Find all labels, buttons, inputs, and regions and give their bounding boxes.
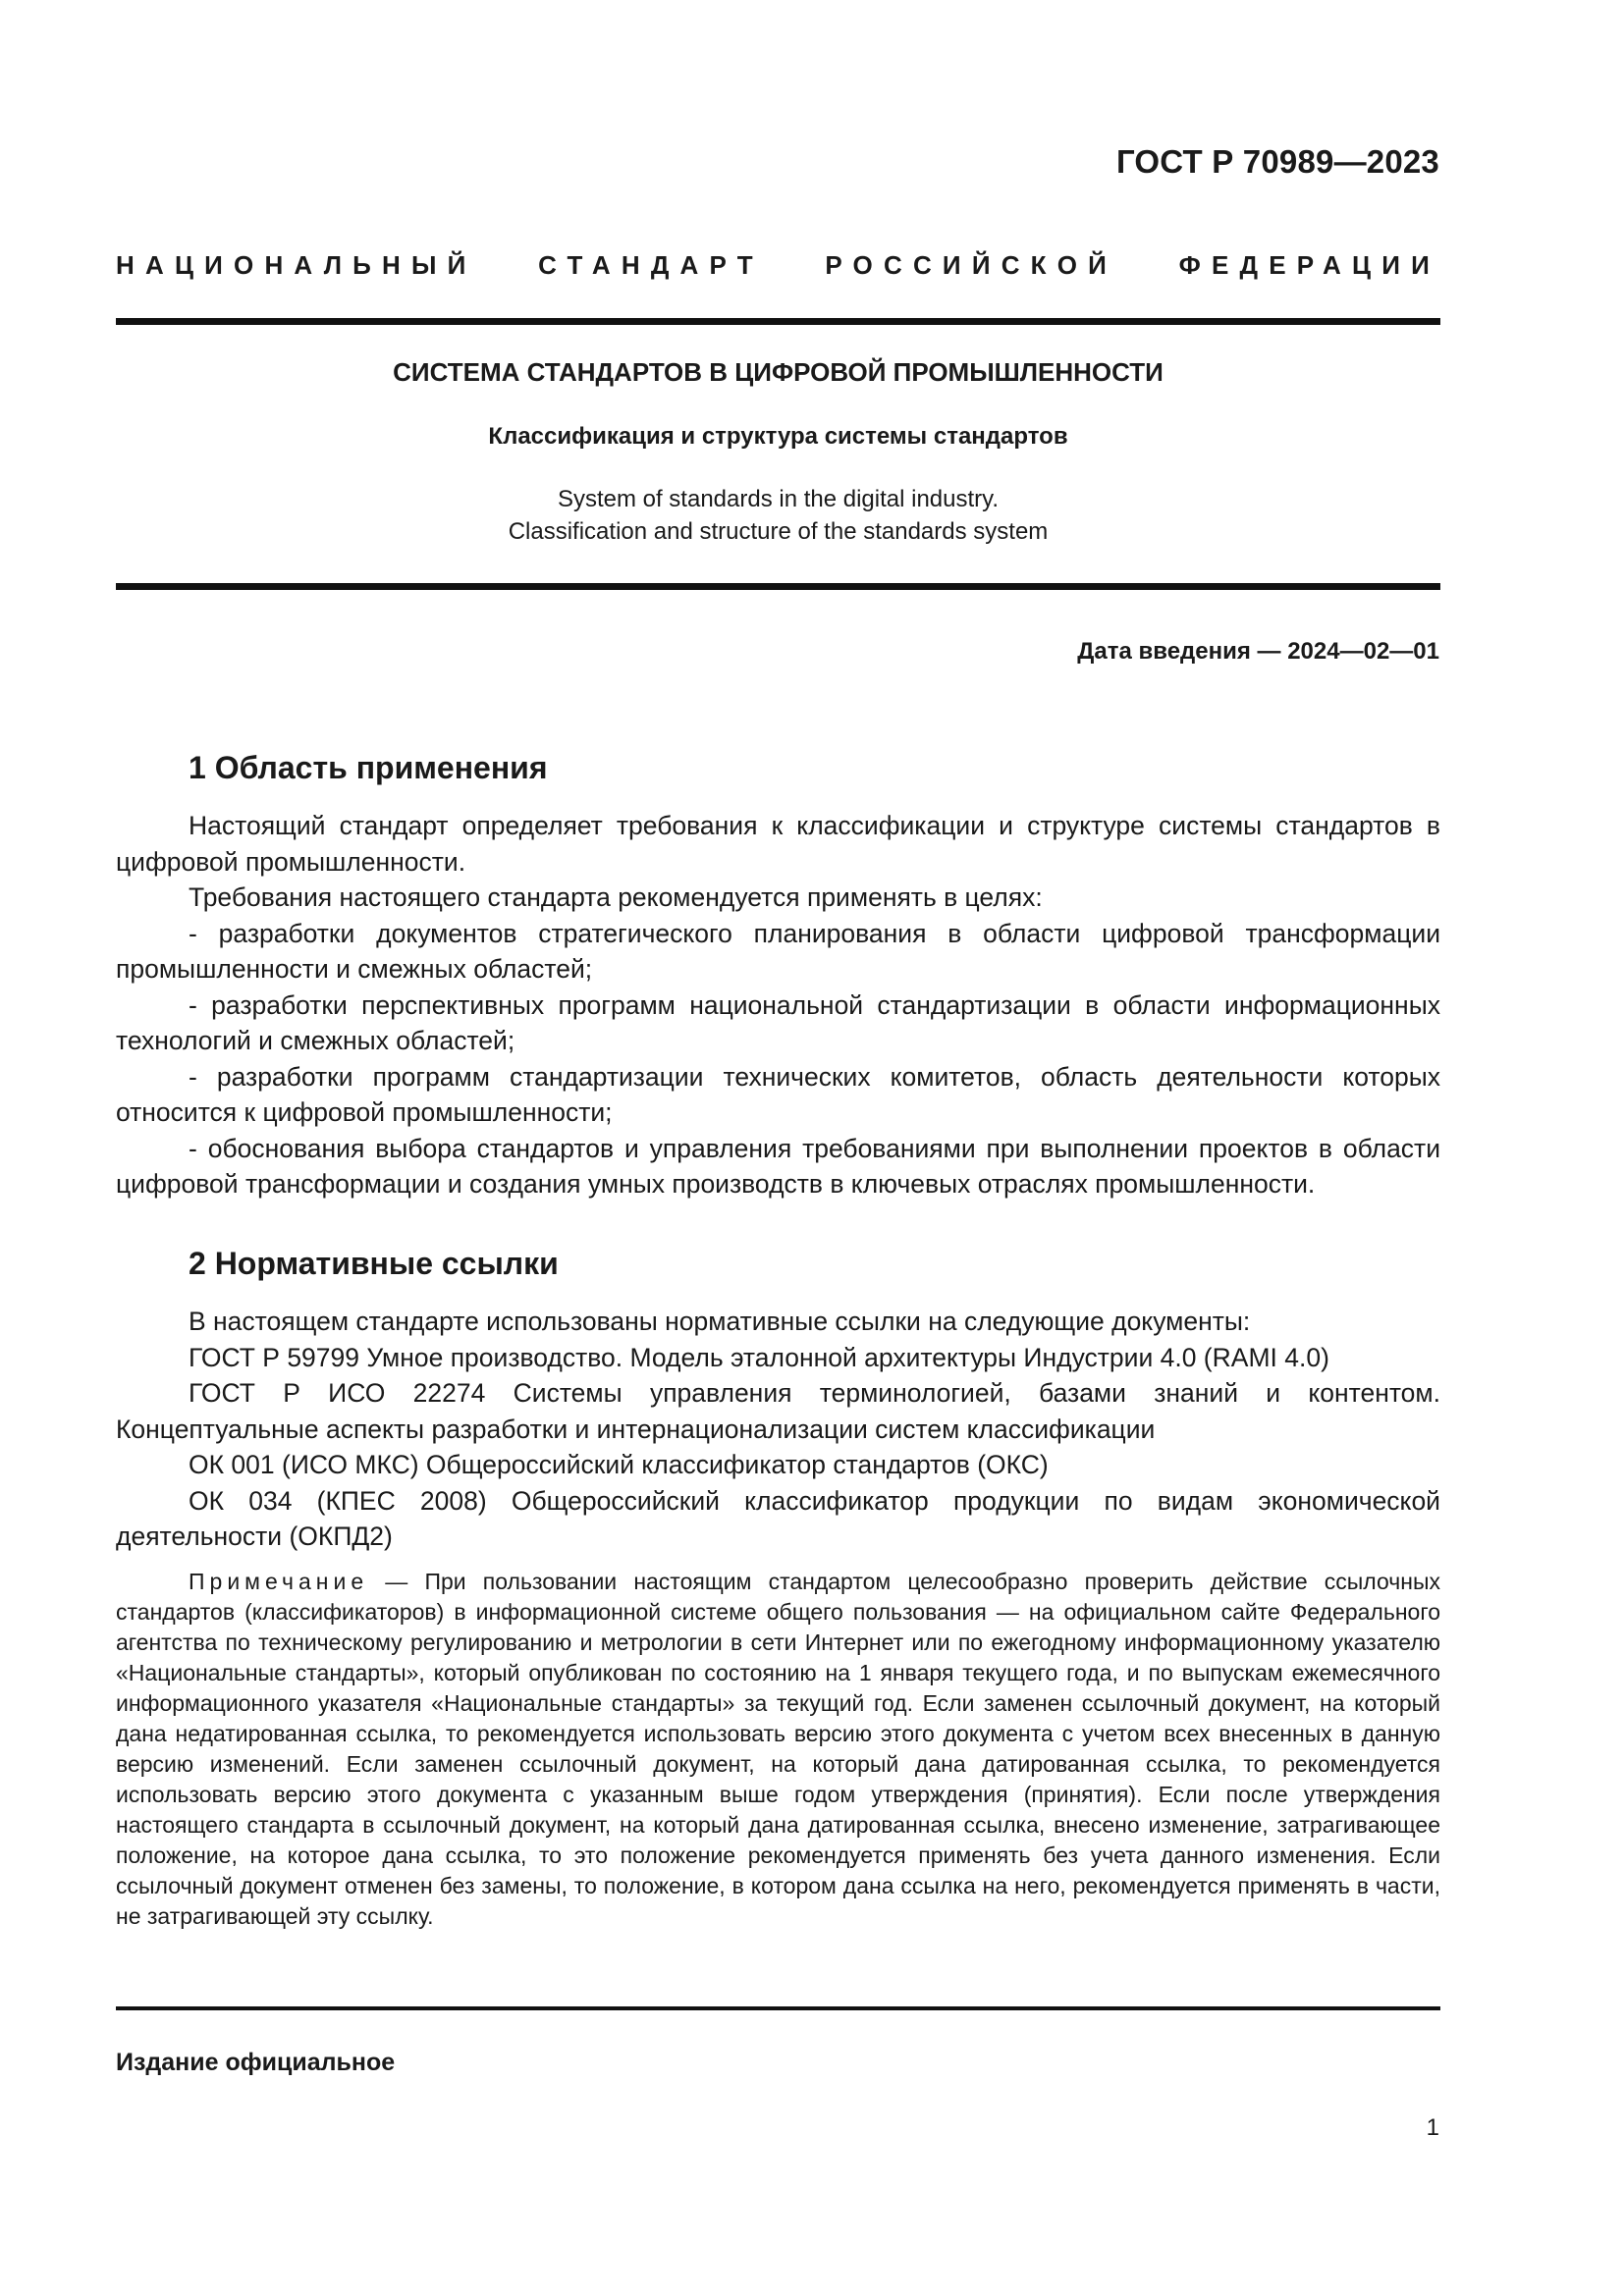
document-code: ГОСТ Р 70989—2023 xyxy=(1115,143,1439,180)
list-item: - обоснования выбора стандартов и управления требованиями при выполнении проектов в области цифровой трансформации и создания умных производств в ключевых отраслях промышленности. xyxy=(116,1133,1440,1199)
section-heading: 2 Нормативные ссылки xyxy=(189,1246,559,1281)
note-text: — При пользовании настоящим стандартом целесообразно проверить действие ссылочных стандартов (классификаторов) в информационной системе общего пользования — на официальном сайте Федерального агентства по техническому регулированию и метрологии в сети Интернет или по ежегодному информационному указателю «Национальные стандарты», который опубликован по состоянию на 1 января текущего года, и по выпускам ежемесячного информационного указателя «Национальные стандарты» за текущий год. Если заменен ссылочный документ, на который дана недатированная ссылка, то рекомендуется использовать версию этого документа с учетом всех внесенных в данную версию изменений. Если заменен ссылочный документ, на который дана датированная ссылка, то рекомендуется использовать версию этого документа с указанным выше годом утверждения (принятия). Если после утверждения настоящего стандарта в ссылочный документ, на который дана датированная ссылка, внесено изменение, затрагивающее положение, на которое дана ссылка, то это положение рекомендуется применять без учета данного изменения. Если ссылочный документ отменен без замены, то положение, в котором дана ссылка на него, рекомендуется применять в части, не затрагивающей эту ссылку. xyxy=(116,1568,1440,1929)
top-divider xyxy=(116,318,1440,325)
document-subtitle: Классификация и структура системы стандартов xyxy=(488,423,1068,450)
english-title-line-1: System of standards in the digital industry. xyxy=(557,486,1000,512)
section-normative-references xyxy=(116,1244,1440,1932)
paragraph: Требования настоящего стандарта рекомендуется применять в целях: xyxy=(189,882,1043,912)
title-divider xyxy=(116,583,1440,590)
english-title-line-2: Classification and structure of the standards system xyxy=(508,518,1049,545)
introduction-date: Дата введения — 2024—02—01 xyxy=(1077,638,1439,665)
national-standard-banner: НАЦИОНАЛЬНЫЙ СТАНДАРТ РОССИЙСКОЙ ФЕДЕРАЦИИ xyxy=(116,250,1440,280)
english-title xyxy=(116,483,1440,548)
reference-item: ОК 001 (ИСО МКС) Общероссийский классификатор стандартов (ОКС) xyxy=(189,1450,1049,1479)
paragraph: Настоящий стандарт определяет требования к классификации и структуре системы стандартов в цифровой промышленности. xyxy=(116,811,1440,877)
list-item: - разработки перспективных программ национальной стандартизации в области информационных технологий и смежных областей; xyxy=(116,989,1440,1055)
note xyxy=(116,1567,1440,1932)
footer-divider xyxy=(116,2006,1440,2010)
page-number: 1 xyxy=(1426,2114,1439,2141)
note-label: Примечание xyxy=(189,1568,369,1594)
list-item: - разработки документов стратегического планирования в области цифровой трансформации промышленности и смежных областей; xyxy=(116,918,1440,984)
list-item: - разработки программ стандартизации технических комитетов, область деятельности которых относится к цифровой промышленности; xyxy=(116,1061,1440,1127)
document-title: СИСТЕМА СТАНДАРТОВ В ЦИФРОВОЙ ПРОМЫШЛЕННОСТИ xyxy=(393,357,1164,387)
section-heading: 1 Область применения xyxy=(189,750,548,785)
reference-item: ОК 034 (КПЕС 2008) Общероссийский классификатор продукции по видам экономической деятельности (ОКПД2) xyxy=(116,1485,1440,1551)
official-edition-label: Издание официальное xyxy=(116,2049,396,2076)
reference-item: ГОСТ Р 59799 Умное производство. Модель эталонной архитектуры Индустрии 4.0 (RAMI 4.0) xyxy=(189,1342,1329,1372)
reference-item: ГОСТ Р ИСО 22274 Системы управления терминологией, базами знаний и контентом. Концептуальные аспекты разработки и интернационализации систем классификации xyxy=(116,1378,1440,1444)
paragraph: В настоящем стандарте использованы нормативные ссылки на следующие документы: xyxy=(189,1307,1251,1336)
section-scope xyxy=(116,748,1440,1202)
